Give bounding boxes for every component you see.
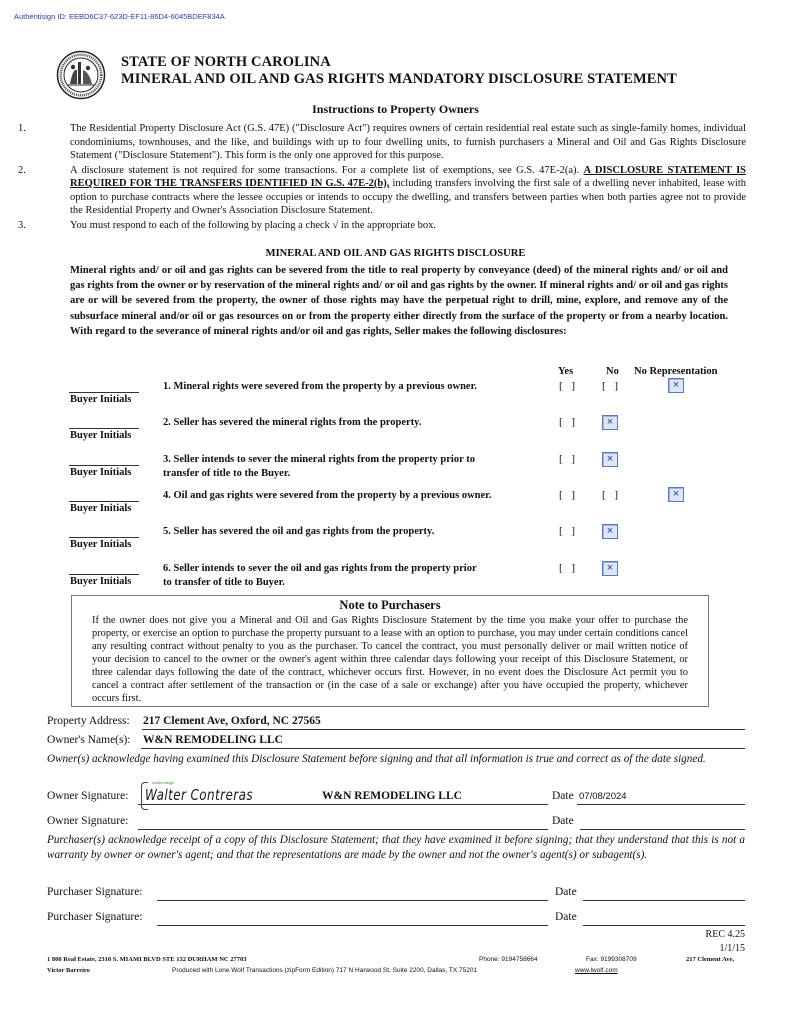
buyer-initials-line[interactable]: [69, 428, 139, 429]
buyer-initials-line[interactable]: [69, 501, 139, 502]
property-address-line: [142, 729, 745, 730]
buyer-initials-line[interactable]: [69, 537, 139, 538]
buyer-initials-label: Buyer Initials: [70, 539, 132, 550]
no-checkbox-checked[interactable]: ×: [602, 452, 618, 467]
owner-acknowledgement: Owner(s) acknowledge having examined this Disclosure Statement before signing and that all information is true and correct as of the date signed.: [47, 753, 706, 765]
column-yes: Yes: [558, 366, 574, 377]
purchaser-date-label-1: Date: [555, 886, 577, 898]
owner-signature-1[interactable]: Walter Contreras: [145, 786, 254, 804]
instruction-item-1: 1. The Residential Property Disclosure Act (G.S. 47E) ("Disclosure Act") requires owners of certain residential real estate such as single-family homes, individual condominiums, townhouses, and the like, and buildings with up to four dwelling units, to furnish purchasers a Mineral and Oil and Gas Rights Disclosure Statement ("Disclosure Statement"). This form is the only one approved for this purpose.: [18, 123, 746, 161]
form-code: REC 4.25 1/1/15: [705, 929, 745, 954]
footer-brokerage: 1 800 Real Estate, 2310 S. MIAMI BLVD STE 132 DURHAM NC 27703: [47, 956, 247, 963]
yes-checkbox[interactable]: [ ]: [559, 562, 579, 574]
footer-produced-with: Produced with Lone Wolf Transactions (zipForm Edition) 717 N Harwood St, Suite 2200, Dallas, TX 75201: [172, 967, 478, 974]
buyer-initials-label: Buyer Initials: [70, 430, 132, 441]
owner-date-label-1: Date: [552, 790, 574, 802]
property-address-row: [47, 715, 130, 727]
owners-name-line: [141, 748, 745, 749]
yes-checkbox[interactable]: [ ]: [559, 380, 579, 392]
nc-seal-icon: [56, 50, 106, 100]
purchaser-signature-line-1[interactable]: [157, 900, 548, 901]
purchaser-signature-line-2[interactable]: [157, 925, 548, 926]
owner-signature-line-1: [138, 804, 548, 805]
no-representation-checkbox-checked[interactable]: ×: [668, 378, 684, 393]
owner-date-value-1[interactable]: 07/08/2024: [579, 791, 627, 802]
footer-phone: Phone: 9194758664: [479, 956, 538, 963]
question-text: 1. Mineral rights were severed from the property by a previous owner.: [163, 381, 477, 392]
buyer-initials-line[interactable]: [69, 465, 139, 466]
question-text: 4. Oil and gas rights were severed from the property by a previous owner.: [163, 490, 492, 501]
owner-signature-label-1: Owner Signature:: [47, 790, 129, 802]
buyer-initials-line[interactable]: [69, 574, 139, 575]
owner-signature-line-2[interactable]: [138, 829, 548, 830]
owner-signature-entity: W&N REMODELING LLC: [322, 790, 462, 802]
owners-name-label: Owner's Name(s):: [47, 734, 131, 746]
owner-signature-label-2: Owner Signature:: [47, 815, 129, 827]
buyer-initials-line[interactable]: [69, 392, 139, 393]
column-no-representation: No Representation: [634, 366, 718, 377]
no-checkbox-checked[interactable]: ×: [602, 415, 618, 430]
property-address-label: Property Address:: [47, 715, 130, 727]
title-state: STATE OF NORTH CAROLINA: [121, 54, 331, 70]
purchaser-acknowledgement: Purchaser(s) acknowledge receipt of a copy of this Disclosure Statement; that they have examined it before signing; that they understand that this is not a warranty by owner or owner's agent; and that the representations are made by the owner and not the owner's agent(s) or subagent(s).: [47, 834, 745, 861]
purchaser-date-line-2[interactable]: [583, 925, 745, 926]
footer-property-ref: 217 Clement Ave,: [686, 956, 735, 963]
yes-checkbox[interactable]: [ ]: [559, 416, 579, 428]
purchaser-date-line-1[interactable]: [583, 900, 745, 901]
instruction-item-2: 2. A disclosure statement is not required for some transactions. For a complete list of exemptions, see G.S. 47E-2(a). A DISCLOSURE STATEMENT IS REQUIRED FOR THE TRANSFERS IDENTIFIED IN G.S. 47E-2(b), including transfers involving the first sale of a dwelling never inhabited, lease with option to purchase contracts where the lessee occupies or intends to occupy the dwelling, and transfers between parties when both parties agree not to provide the Residential Property and Owner's Association Disclosure Statement.: [18, 164, 747, 216]
disclosure-heading: MINERAL AND OIL AND GAS RIGHTS DISCLOSURE: [265, 248, 526, 259]
owners-name-row: [47, 734, 131, 746]
purchaser-signature-label-1: Purchaser Signature:: [47, 886, 143, 898]
purchaser-signature-label-2: Purchaser Signature:: [47, 911, 143, 923]
disclosure-question-row: [0, 523, 791, 559]
no-checkbox-checked[interactable]: ×: [602, 561, 618, 576]
owner-date-line-2[interactable]: [580, 829, 745, 830]
instructions-heading: Instructions to Property Owners: [312, 102, 479, 116]
instruction-item-3: 3. You must respond to each of the following by placing a check √ in the appropriate box.: [18, 219, 436, 231]
instructions-list: [18, 122, 746, 233]
buyer-initials-label: Buyer Initials: [70, 467, 132, 478]
yes-checkbox[interactable]: [ ]: [559, 453, 579, 465]
buyer-initials-label: Buyer Initials: [70, 576, 132, 587]
required-transfers-emphasis: A DISCLOSURE STATEMENT IS REQUIRED FOR THE TRANSFERS IDENTIFIED IN G.S. 47E-2(b),: [70, 164, 747, 189]
buyer-initials-label: Buyer Initials: [70, 503, 132, 514]
note-body: If the owner does not give you a Mineral and Oil and Gas Rights Disclosure Statement by the time you make your offer to purchase the property, or exercise an option to purchase the property pursuant to a lease with an option to purchase, you may under certain conditions cancel any resulting contract without penalty to you as the purchaser. To cancel the contract, you must personally deliver or mail written notice of your decision to cancel to the owner or the owner's agent within three calendar days following your receipt of this Disclosure Statement, or three calendar days following the date of the contract, whichever occurs first. However, in no event does the Disclosure Act permit you to cancel a contract after settlement of the transaction or (in the case of a sale or exchange) after you have occupied the property, whichever occurs first.: [92, 615, 688, 704]
no-checkbox-checked[interactable]: ×: [602, 524, 618, 539]
disclosure-question-row: [0, 487, 791, 523]
disclosure-question-row: [0, 414, 791, 450]
question-text: 2. Seller has severed the mineral rights from the property.: [163, 417, 422, 428]
purchaser-date-label-2: Date: [555, 911, 577, 923]
no-representation-checkbox-checked[interactable]: ×: [668, 487, 684, 502]
owners-name-value[interactable]: W&N REMODELING LLC: [143, 734, 283, 746]
note-title: Note to Purchasers: [339, 598, 441, 612]
no-checkbox[interactable]: [ ]: [602, 489, 622, 501]
question-text: 5. Seller has severed the oil and gas rights from the property.: [163, 526, 435, 537]
buyer-initials-label: Buyer Initials: [70, 394, 132, 405]
owner-date-label-2: Date: [552, 815, 574, 827]
question-text: 3. Seller intends to sever the mineral rights from the property prior to transfer of title to the Buyer.: [163, 454, 475, 479]
yes-checkbox[interactable]: [ ]: [559, 489, 579, 501]
footer-link[interactable]: www.lwolf.com: [575, 967, 618, 974]
disclosure-question-row: [0, 560, 791, 596]
owner-date-line-1: [577, 804, 745, 805]
authentisign-tag: Authentisign: [152, 780, 175, 785]
footer-agent: Victor Barreiro: [47, 967, 90, 974]
disclosure-body: Mineral rights and/ or oil and gas rights can be severed from the title to real property by conveyance (deed) of the mineral rights and/ or oil and gas rights from the owner or by reservation of the mineral rights and/ or oil and gas rights by the owner. If mineral rights and/ or oil and gas rights are or will be severed from the property, the owner of those rights may have the perpetual right to drill, mine, explore, and remove any of the subsurface mineral and/or oil or gas resources on or from the property either directly from the surface of the property or from a nearby location. With regard to the severance of mineral rights and/or oil and gas rights, Seller makes the following disclosures:: [70, 265, 728, 337]
disclosure-question-row: [0, 378, 791, 414]
column-no: No: [606, 366, 619, 377]
disclosure-question-row: [0, 451, 791, 487]
question-text: 6. Seller intends to sever the oil and gas rights from the property prior to transfer of title to Buyer.: [163, 563, 477, 588]
title-form: MINERAL AND OIL AND GAS RIGHTS MANDATORY DISCLOSURE STATEMENT: [121, 71, 677, 87]
yes-checkbox[interactable]: [ ]: [559, 525, 579, 537]
footer-fax: Fax: 9199308709: [586, 956, 637, 963]
note-to-purchasers: [71, 595, 709, 707]
no-checkbox[interactable]: [ ]: [602, 380, 622, 392]
property-address-value[interactable]: 217 Clement Ave, Oxford, NC 27565: [143, 715, 321, 727]
authentisign-id: Authentisign ID: EEBD6C37-623D-EF11-86D4-6045BDEF834A: [14, 12, 225, 21]
